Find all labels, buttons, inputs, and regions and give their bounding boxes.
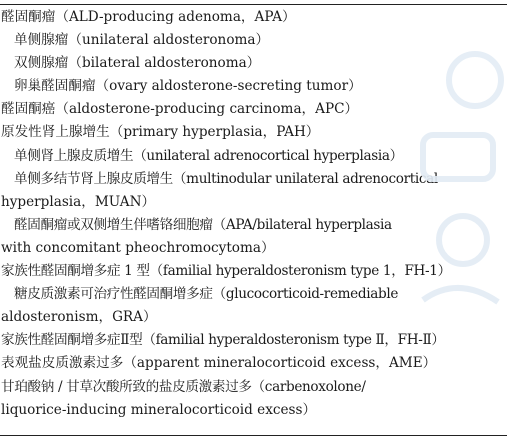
list-item: 家族性醛固酮增多症Ⅱ型（familial hyperaldosteronism type Ⅱ，FH-Ⅱ） [1,332,445,349]
list-item: 单侧多结节肾上腺皮质增生（multinodular unilateral adrenocortical [14,170,438,187]
list-item-continuation: liquorice-inducing mineralocorticoid excess） [1,401,317,418]
list-item: 表观盐皮质激素过多（apparent mineralocorticoid excess，AME） [1,355,437,372]
list-item: 原发性肾上腺增生（primary hyperplasia，PAH） [1,124,320,141]
classification-list [0,6,507,422]
list-item: 单侧肾上腺皮质增生（unilateral adrenocortical hyperplasia） [14,147,403,164]
list-item: 双侧腺瘤（bilateral aldosteronoma） [14,55,261,72]
list-item: 醛固酮瘤（ALD-producing adenoma，APA） [1,9,296,25]
list-item: 家族性醛固酮增多症 1 型（familial hyperaldosteronism type 1，FH-1） [1,263,451,280]
list-item-continuation: hyperplasia，MUAN） [1,193,156,210]
table-bottom-rule [0,435,507,436]
list-item: 醛固酮瘤或双侧增生伴嗜铬细胞瘤（APA/bilateral hyperplasia [14,216,392,233]
list-item: 醛固酮癌（aldosterone-producing carcinoma，APC） [1,101,359,118]
list-item: 甘珀酸钠 / 甘草次酸所致的盐皮质激素过多（carbenoxolone/ [1,378,366,395]
list-item: 卵巢醛固酮瘤（ovary aldosterone-secreting tumor） [14,78,362,95]
table-top-rule [0,4,507,5]
list-item-continuation: with concomitant pheochromocytoma） [1,239,275,256]
list-item: 糖皮质激素可治疗性醛固酮增多症（glucocorticoid-remediable [14,286,399,303]
list-item-continuation: aldosteronism，GRA） [1,309,157,326]
list-item: 单侧腺瘤（unilateral aldosteronoma） [14,32,270,49]
